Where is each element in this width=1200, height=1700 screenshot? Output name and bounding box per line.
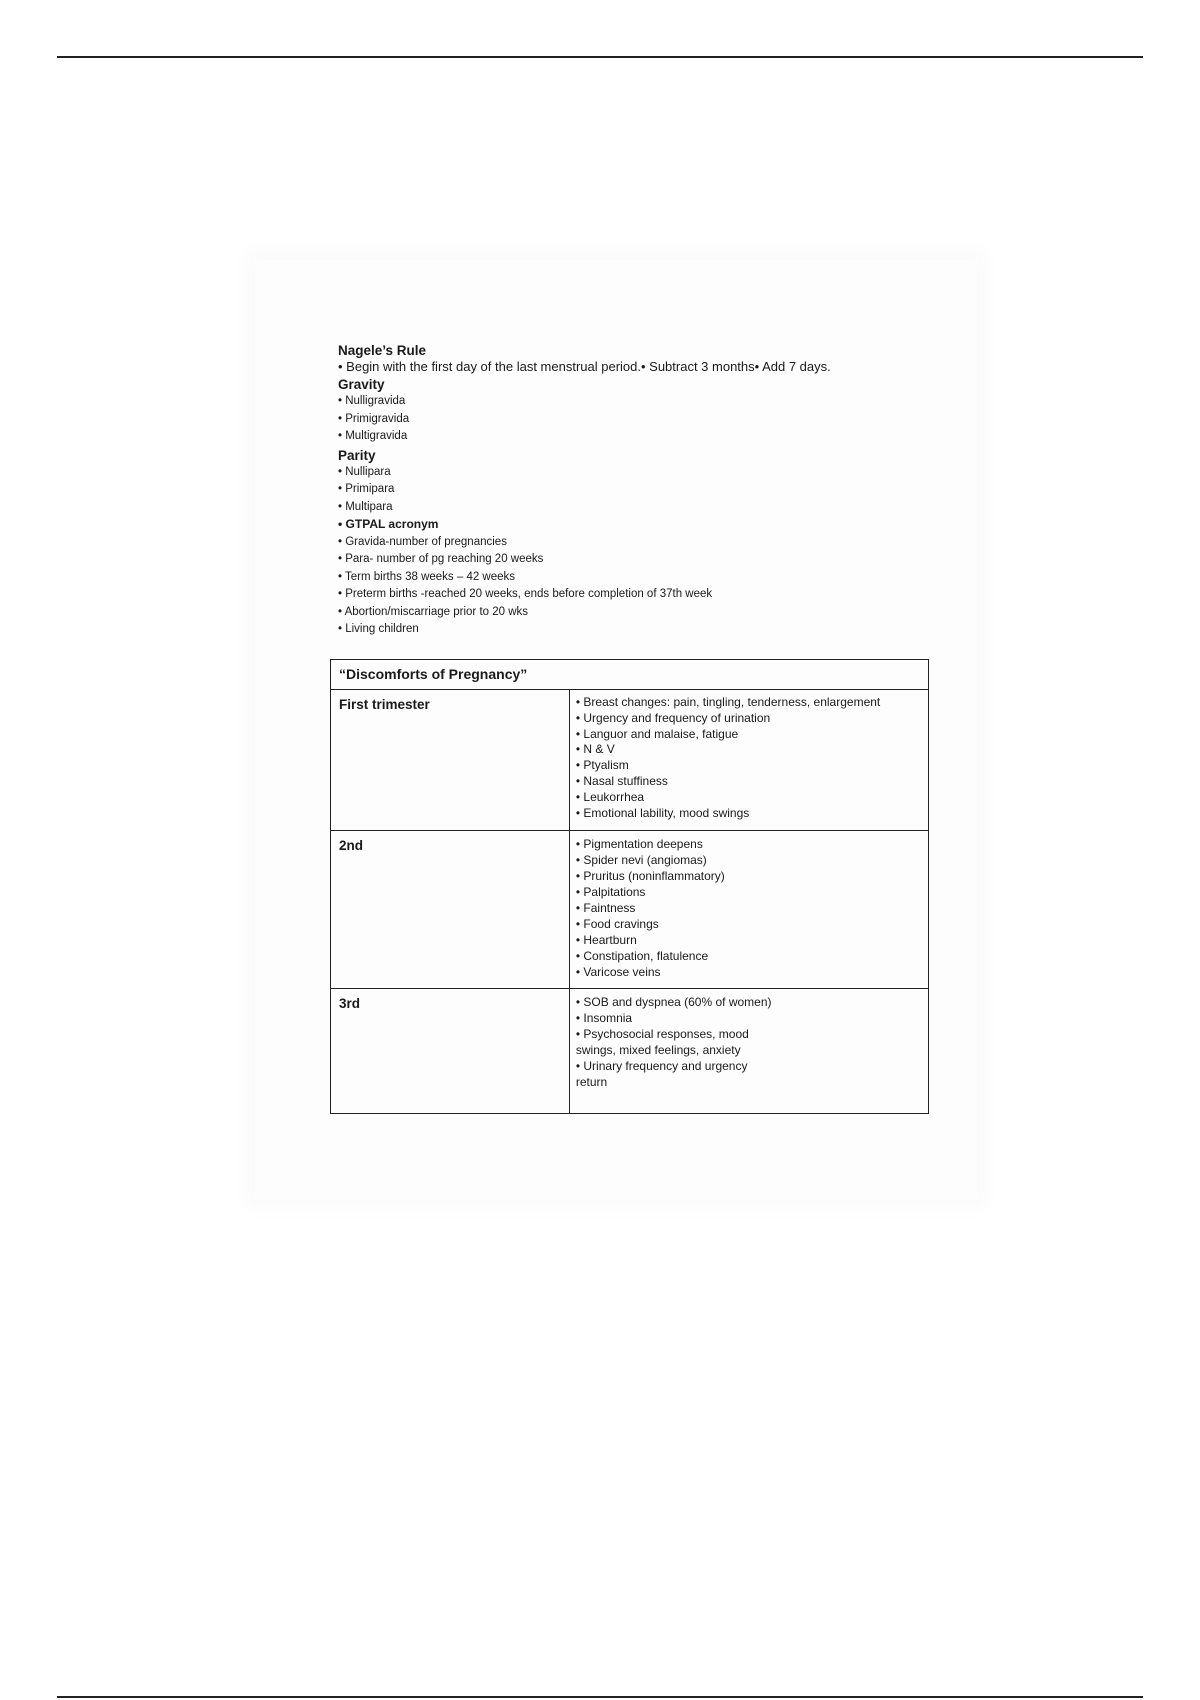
discomfort-item: • Palpitations <box>575 885 646 899</box>
discomfort-item: • Urinary frequency and urgency return <box>575 1059 748 1089</box>
gtpal-item: • Para- number of pg reaching 20 weeks <box>338 553 544 565</box>
trimester-label: 2nd <box>331 831 570 989</box>
discomfort-item: • Constipation, flatulence <box>575 949 709 963</box>
parity-item: • Nullipara <box>338 465 391 478</box>
discomfort-item: • Pruritus (noninflammatory) <box>575 869 725 883</box>
discomfort-item: • Emotional lability, mood swings <box>575 805 750 820</box>
trimester-discomforts <box>569 690 928 831</box>
page-top-rule <box>57 56 1143 58</box>
discomfort-item: • Languor and malaise, fatigue <box>575 726 739 741</box>
nagele-text: • Begin with the first day of the last menstrual period.• Subtract 3 months• Add 7 days. <box>338 359 831 374</box>
gtpal-item: • Gravida-number of pregnancies <box>338 535 507 548</box>
discomfort-item: • Psychosocial responses, mood swings, mixed feelings, anxiety <box>575 1027 749 1057</box>
discomfort-item: • Breast changes: pain, tingling, tenderness, enlargement <box>575 695 881 709</box>
discomfort-item: • Insomnia <box>575 1011 633 1025</box>
gtpal-item: • Preterm births -reached 20 weeks, ends before completion of 37th week <box>338 588 713 600</box>
discomfort-item: • Urgency and frequency of urination <box>575 710 771 725</box>
discomfort-item: • Spider nevi (angiomas) <box>575 853 707 867</box>
page-bottom-rule <box>57 1696 1143 1698</box>
gravity-item: • Multigravida <box>338 430 408 442</box>
discomfort-item: • Ptyalism <box>575 758 629 773</box>
gtpal-heading: • GTPAL acronym <box>338 517 439 531</box>
notes-content <box>338 342 938 639</box>
table-row <box>331 831 929 989</box>
trimester-label: 3rd <box>331 989 570 1114</box>
trimester-discomforts <box>569 831 928 989</box>
discomforts-table-title: “Discomforts of Pregnancy” <box>331 660 929 690</box>
gtpal-item: • Term births 38 weeks – 42 weeks <box>338 570 516 583</box>
parity-item: • Primipara <box>338 483 395 495</box>
table-row <box>331 690 929 831</box>
parity-item: • Multipara <box>338 500 393 513</box>
gravity-heading: Gravity <box>338 377 385 392</box>
nagele-heading: Nagele’s Rule <box>338 343 427 358</box>
gravity-item: • Nulligravida <box>338 395 406 407</box>
discomforts-table <box>330 659 929 1114</box>
discomfort-item: • Food cravings <box>575 917 659 931</box>
parity-heading: Parity <box>338 447 376 463</box>
discomfort-item: • Pigmentation deepens <box>575 837 703 851</box>
discomfort-item: • Nasal stuffiness <box>575 773 668 788</box>
discomfort-item: • N & V <box>575 742 615 757</box>
gtpal-item: • Abortion/miscarriage prior to 20 wks <box>338 605 529 618</box>
discomfort-item: • Leukorrhea <box>575 789 645 804</box>
trimester-label: First trimester <box>331 690 570 831</box>
discomfort-item: • Faintness <box>575 901 636 915</box>
discomfort-item: • Heartburn <box>575 933 637 947</box>
gtpal-item: • Living children <box>338 623 419 635</box>
discomfort-item: • SOB and dyspnea (60% of women) <box>575 995 772 1009</box>
discomfort-item: • Varicose veins <box>575 965 661 979</box>
gravity-item: • Primigravida <box>338 412 410 425</box>
table-row <box>331 989 929 1114</box>
trimester-discomforts <box>569 989 928 1114</box>
